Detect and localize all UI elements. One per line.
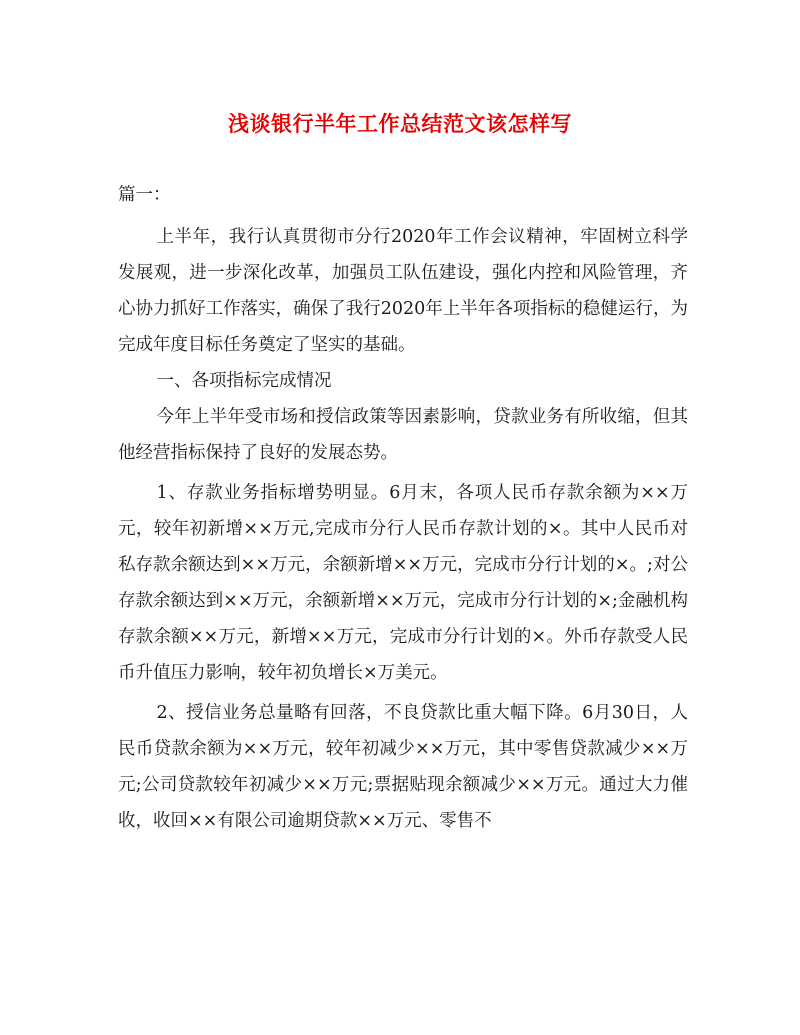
paragraph-intro: 上半年，我行认真贯彻市分行2020年工作会议精神，牢固树立科学发展观，进一步深化改革，加强员工队伍建设，强化内控和风险管理，齐心协力抓好工作落实，确保了我行2020年上半年各项指标的稳健运行，为完成年度目标任务奠定了坚实的基础。	[118, 227, 688, 355]
paragraph-credit: 2、授信业务总量略有回落，不良贷款比重大幅下降。6月30日，人民币贷款余额为××万元，较年初减少××万元，其中零售贷款减少××万元;公司贷款较年初减少××万元;票据贴现余额减少××万元。通过大力催收，收回××有限公司逾期贷款××万元、零售不	[118, 703, 688, 831]
document-body	[118, 177, 688, 839]
section-label: 篇一：	[118, 185, 171, 205]
paragraph-overview: 今年上半年受市场和授信政策等因素影响，贷款业务有所收缩，但其他经营指标保持了良好的发展态势。	[118, 407, 688, 463]
document-title: 浅谈银行半年工作总结范文该怎样写	[228, 111, 572, 136]
paragraph-deposits: 1、存款业务指标增势明显。6月末，各项人民币存款余额为××万元，较年初新增××万元,完成市分行人民币存款计划的×。其中人民币对私存款余额达到××万元，余额新增××万元，完成市分行计划的×。;对公存款余额达到××万元，余额新增××万元，完成市分行计划的×;金融机构存款余额××万元，新增××万元，完成市分行计划的×。外币存款受人民币升值压力影响，较年初负增长×万美元。	[118, 483, 688, 683]
heading-indicators: 一、各项指标完成情况	[156, 371, 332, 391]
